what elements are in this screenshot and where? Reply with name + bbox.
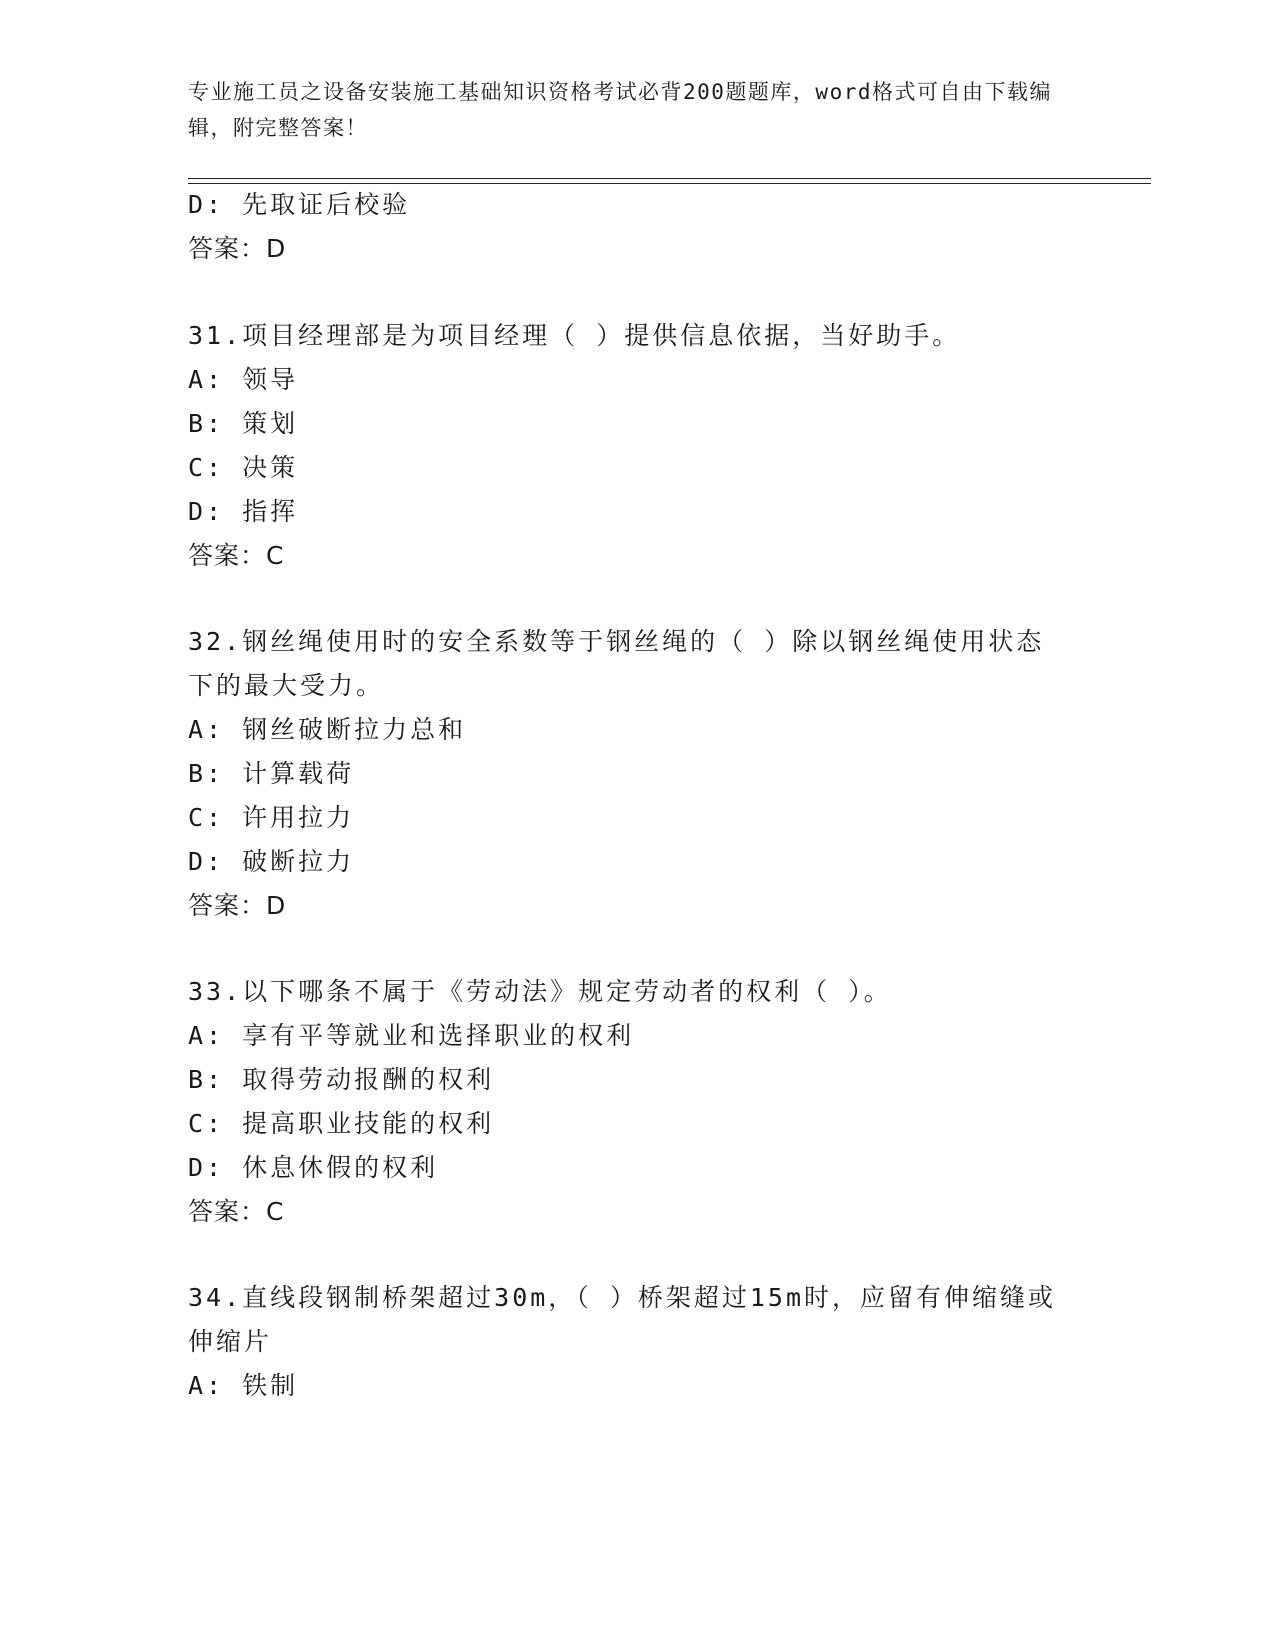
question-32-stem-line1: 32.钢丝绳使用时的安全系数等于钢丝绳的（ ）除以钢丝绳使用状态 (188, 627, 1045, 656)
header-divider-top (188, 178, 1151, 179)
question-34-option-a: A: 铁制 (188, 1371, 299, 1400)
question-33-option-c: C: 提高职业技能的权利 (188, 1109, 495, 1138)
question-33-option-a: A: 享有平等就业和选择职业的权利 (188, 1021, 635, 1050)
question-31-option-b: B: 策划 (188, 409, 299, 438)
header-divider-bottom (188, 183, 1151, 184)
question-31-option-a: A: 领导 (188, 365, 299, 394)
question-34-stem-line2: 伸缩片 (188, 1327, 273, 1356)
question-32-option-c: C: 许用拉力 (188, 803, 355, 832)
question-33-option-d: D: 休息休假的权利 (188, 1153, 439, 1182)
question-32-option-d: D: 破断拉力 (188, 847, 355, 876)
question-31-answer: 答案：C (188, 541, 285, 570)
question-31-option-c: C: 决策 (188, 453, 299, 482)
question-32-option-a: A: 钢丝破断拉力总和 (188, 715, 467, 744)
question-33-option-b: B: 取得劳动报酬的权利 (188, 1065, 495, 1094)
question-33-stem: 33.以下哪条不属于《劳动法》规定劳动者的权利（ ）。 (188, 977, 892, 1006)
question-31-stem: 31.项目经理部是为项目经理（ ）提供信息依据，当好助手。 (188, 321, 961, 350)
document-header: 专业施工员之设备安装施工基础知识资格考试必背200题题库，word格式可自由下载编辑，附完整答案！ (188, 80, 1052, 140)
question-33-answer: 答案：C (188, 1197, 285, 1226)
question-31-option-d: D: 指挥 (188, 497, 299, 526)
question-32-stem-line2: 下的最大受力。 (188, 671, 385, 700)
prev-option-d: D: 先取证后校验 (188, 190, 411, 219)
prev-answer: 答案：D (188, 234, 287, 263)
question-32-option-b: B: 计算载荷 (188, 759, 355, 788)
question-34-stem-line1: 34.直线段钢制桥架超过30m，（ ）桥架超过15m时，应留有伸缩缝或 (188, 1283, 1057, 1312)
question-32-answer: 答案：D (188, 891, 287, 920)
